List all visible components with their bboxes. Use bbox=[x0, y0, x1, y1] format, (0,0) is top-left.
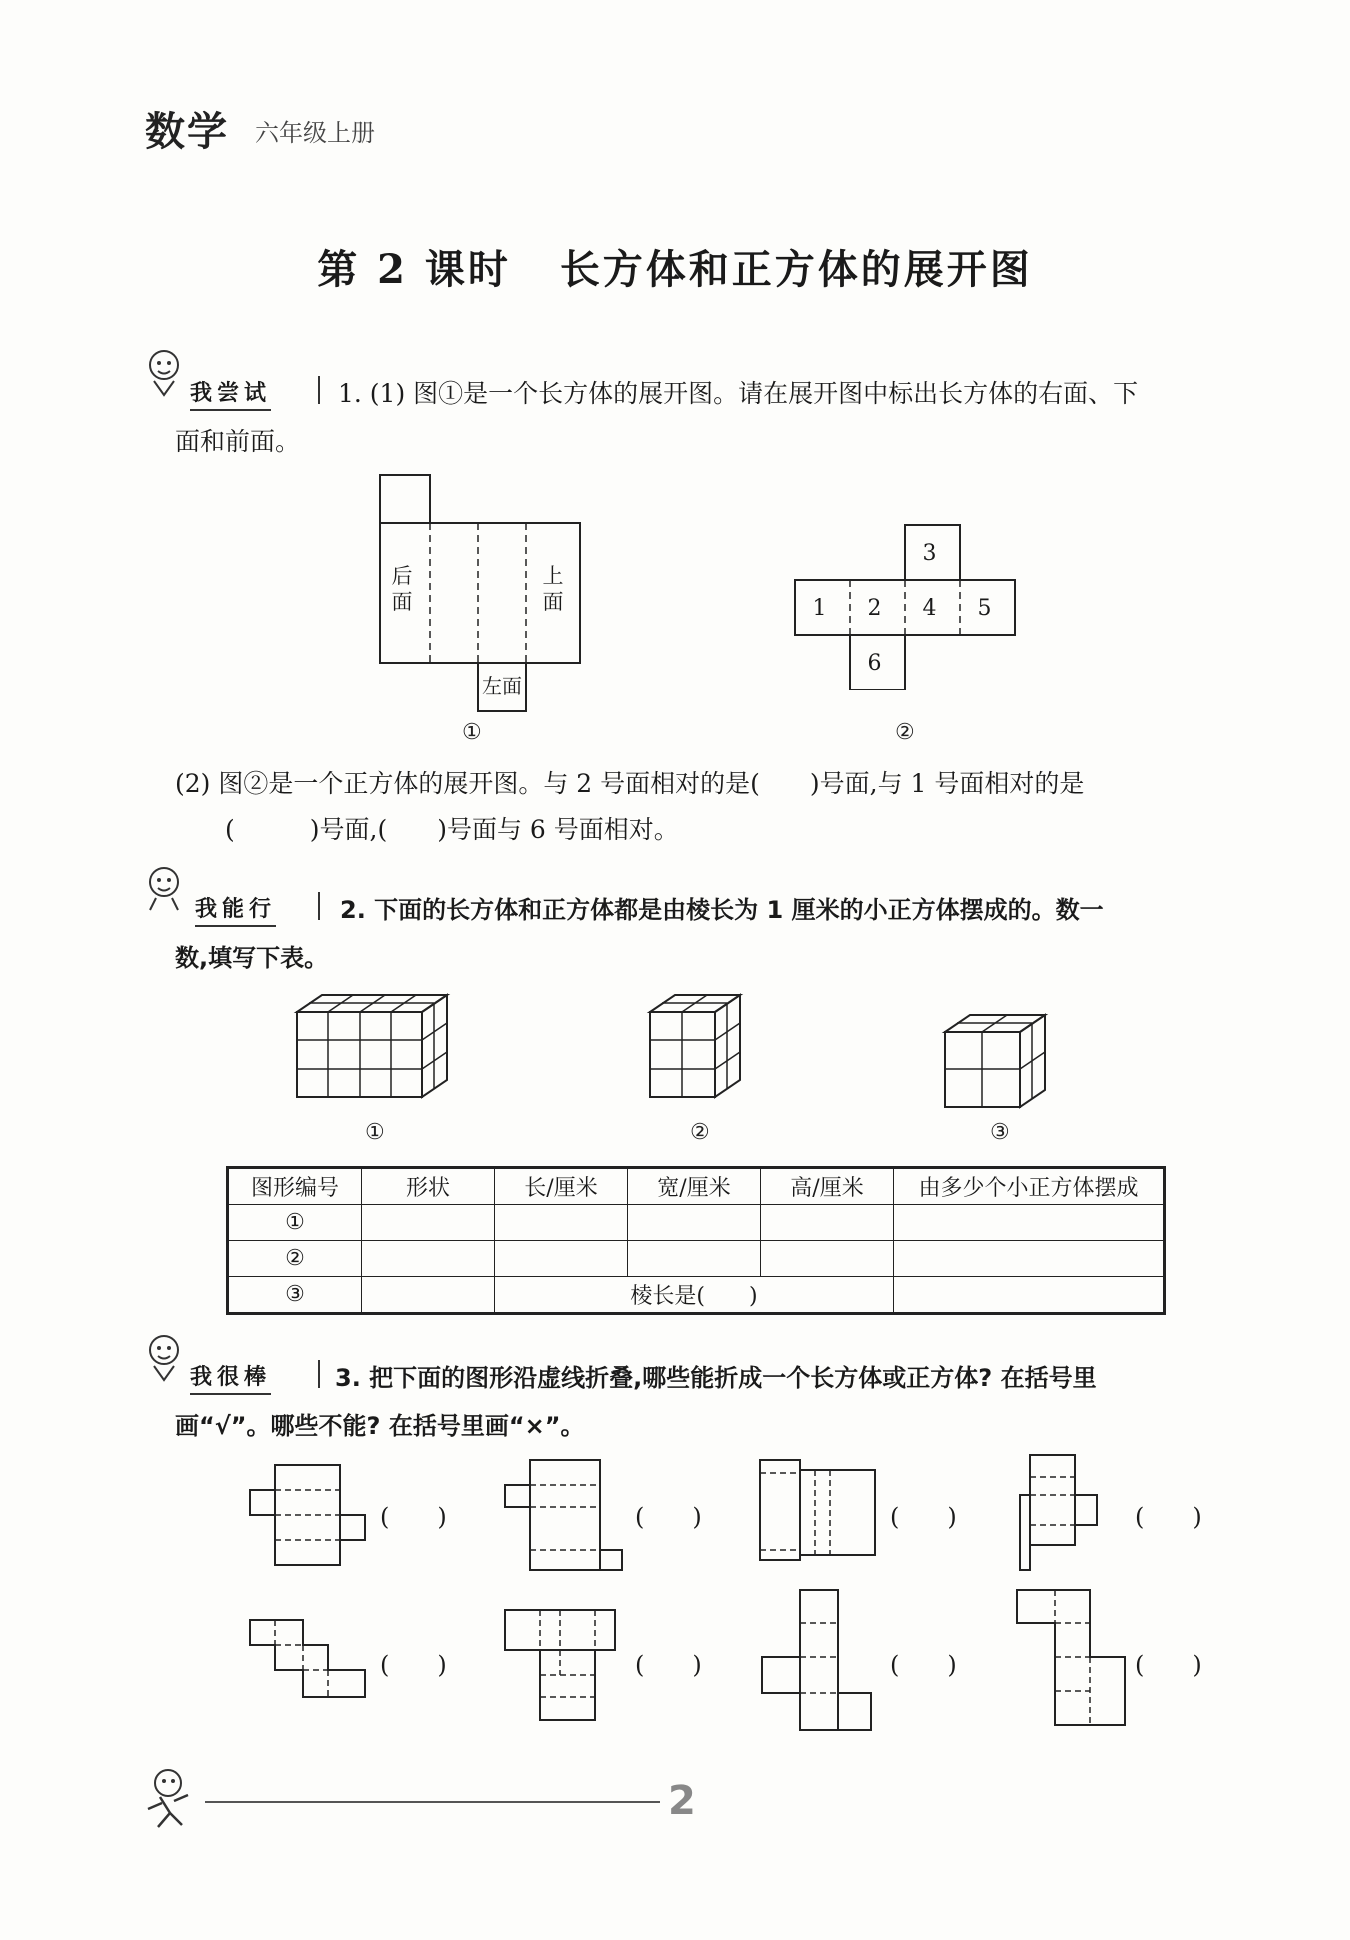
answer-cell[interactable] bbox=[495, 1205, 628, 1241]
answer-cell[interactable] bbox=[362, 1205, 495, 1241]
edge-length-cell[interactable]: 棱长是( ) bbox=[495, 1277, 894, 1314]
label-left-face: 左面 bbox=[482, 674, 522, 698]
label-top-face: 上面 bbox=[542, 564, 564, 614]
answer-paren[interactable]: ( ) bbox=[1135, 1651, 1202, 1679]
answer-cell[interactable] bbox=[894, 1241, 1165, 1277]
cuboid-2x2x3 bbox=[645, 985, 755, 1115]
footer-rule bbox=[205, 1801, 660, 1803]
net-figure-4 bbox=[1010, 1450, 1120, 1575]
table-header: 宽/厘米 bbox=[628, 1168, 761, 1205]
q3-line1: 3. 把下面的图形沿虚线折叠,哪些能折成一个长方体或正方体? 在括号里 bbox=[335, 1364, 1097, 1392]
q3-line2: 画“√”。哪些不能? 在括号里画“×”。 bbox=[175, 1412, 585, 1440]
table-header: 形状 bbox=[362, 1168, 495, 1205]
answer-cell[interactable] bbox=[628, 1205, 761, 1241]
cuboid-4x3x2 bbox=[290, 985, 470, 1115]
cube-face-6: 6 bbox=[867, 651, 882, 676]
net-figure-6 bbox=[500, 1605, 630, 1725]
net-figure-3 bbox=[755, 1455, 885, 1565]
q1-part2-line1: (2) 图②是一个正方体的展开图。与 2 号面相对的是( )号面,与 1 号面相对的是 bbox=[175, 769, 1085, 798]
q2-line2: 数,填写下表。 bbox=[175, 944, 329, 972]
section-badge-great: 我很棒 bbox=[190, 1360, 271, 1395]
answer-cell[interactable] bbox=[894, 1205, 1165, 1241]
q1-part1-line2: 面和前面。 bbox=[175, 427, 301, 456]
section-badge-try: 我尝试 bbox=[190, 376, 271, 411]
cube-face-3: 3 bbox=[922, 541, 937, 566]
figure1-caption: ① bbox=[462, 720, 482, 745]
table-header: 高/厘米 bbox=[761, 1168, 894, 1205]
table-row bbox=[228, 1205, 1165, 1241]
cartoon-kid-icon bbox=[140, 345, 190, 405]
cube-face-4: 4 bbox=[922, 596, 937, 621]
cube-face-2: 2 bbox=[867, 596, 882, 621]
answer-paren[interactable]: ( ) bbox=[635, 1651, 702, 1679]
q2-caption-1: ① bbox=[365, 1120, 385, 1145]
answer-cell[interactable] bbox=[761, 1241, 894, 1277]
answer-cell[interactable] bbox=[362, 1241, 495, 1277]
header-grade: 六年级上册 bbox=[255, 119, 375, 147]
row-label: ① bbox=[228, 1205, 362, 1241]
badge-divider bbox=[318, 1360, 320, 1388]
table-row bbox=[228, 1277, 1165, 1314]
answer-paren[interactable]: ( ) bbox=[380, 1651, 447, 1679]
q2-fill-table bbox=[226, 1166, 1166, 1315]
cartoon-kid-running-icon bbox=[140, 1765, 200, 1835]
q2-caption-2: ② bbox=[690, 1120, 710, 1145]
answer-cell[interactable] bbox=[761, 1205, 894, 1241]
q2-caption-3: ③ bbox=[990, 1120, 1010, 1145]
table-header: 图形编号 bbox=[228, 1168, 362, 1205]
net-figure-7 bbox=[755, 1585, 885, 1735]
table-row bbox=[228, 1241, 1165, 1277]
cartoon-kid-icon bbox=[140, 862, 190, 922]
label-back-face: 后面 bbox=[391, 564, 413, 614]
answer-paren[interactable]: ( ) bbox=[635, 1503, 702, 1531]
net-figure-5 bbox=[245, 1615, 375, 1715]
answer-cell[interactable] bbox=[495, 1241, 628, 1277]
lesson-number: 第 2 课时 bbox=[317, 246, 511, 293]
figure2-caption: ② bbox=[895, 720, 915, 745]
table-header: 长/厘米 bbox=[495, 1168, 628, 1205]
answer-cell[interactable] bbox=[894, 1277, 1165, 1314]
q2-line1: 2. 下面的长方体和正方体都是由棱长为 1 厘米的小正方体摆成的。数一 bbox=[340, 896, 1104, 924]
row-label: ③ bbox=[228, 1277, 362, 1314]
net-figure-2 bbox=[500, 1455, 630, 1575]
lesson-title bbox=[0, 238, 1350, 295]
cube-face-1: 1 bbox=[812, 596, 827, 621]
badge-divider bbox=[318, 892, 320, 920]
row-label: ② bbox=[228, 1241, 362, 1277]
answer-paren[interactable]: ( ) bbox=[890, 1651, 957, 1679]
net-figure-1 bbox=[245, 1460, 375, 1570]
q1-part2-line2: ( )号面,( )号面与 6 号面相对。 bbox=[225, 815, 679, 844]
q1-part1-line1: 1. (1) 图①是一个长方体的展开图。请在展开图中标出长方体的右面、下 bbox=[338, 379, 1139, 408]
section-badge-can: 我能行 bbox=[195, 892, 276, 927]
table-header: 由多少个小正方体摆成 bbox=[894, 1168, 1165, 1205]
page-number: 2 bbox=[668, 1778, 696, 1824]
answer-cell[interactable] bbox=[628, 1241, 761, 1277]
cube-face-5: 5 bbox=[977, 596, 992, 621]
answer-paren[interactable]: ( ) bbox=[380, 1503, 447, 1531]
net-figure-8 bbox=[1010, 1585, 1130, 1735]
lesson-name: 长方体和正方体的展开图 bbox=[559, 246, 1033, 293]
answer-paren[interactable]: ( ) bbox=[1135, 1503, 1202, 1531]
answer-paren[interactable]: ( ) bbox=[890, 1503, 957, 1531]
badge-divider bbox=[318, 376, 320, 404]
cube-2x2x2 bbox=[940, 1005, 1060, 1115]
cartoon-kid-icon bbox=[140, 1330, 190, 1390]
header-subject: 数学 bbox=[145, 109, 229, 155]
answer-cell[interactable] bbox=[362, 1277, 495, 1314]
table-header-row bbox=[228, 1168, 1165, 1205]
